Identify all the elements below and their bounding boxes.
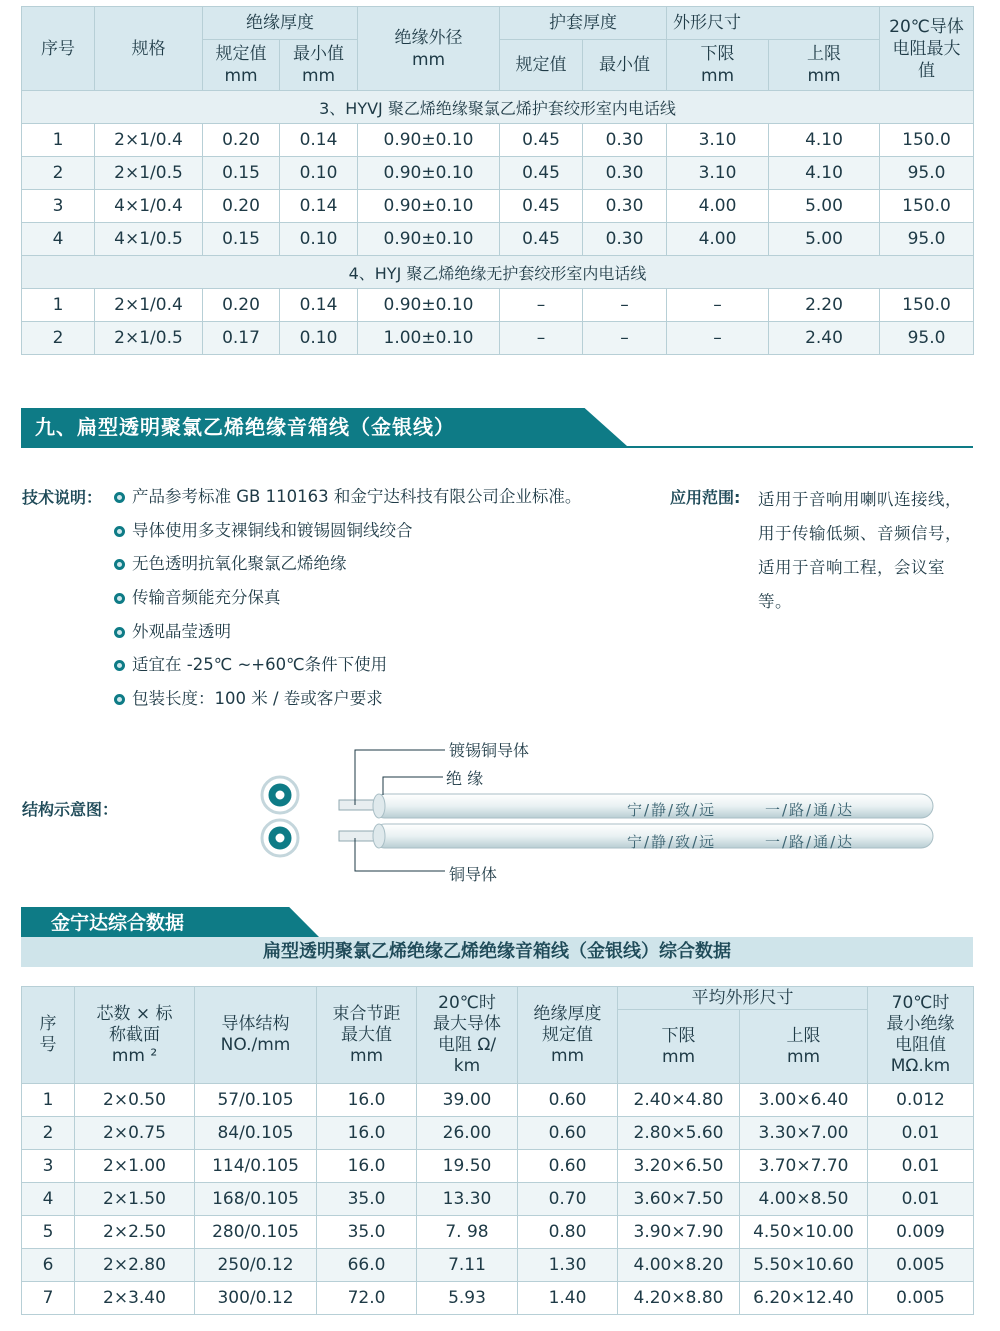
struct-label: 结构示意图： xyxy=(22,800,119,819)
bullet-icon xyxy=(114,660,125,671)
table-cell: 2×1/0.5 xyxy=(95,322,203,355)
header-upper: 上限 mm xyxy=(769,40,880,91)
table-cell: 0.009 xyxy=(868,1216,974,1249)
table-row xyxy=(22,190,974,223)
table-cell: 0.14 xyxy=(280,190,358,223)
t2-header-pitch: 束合节距 最大值 mm xyxy=(317,987,417,1084)
cable-structure-diagram xyxy=(255,735,975,890)
table-cell: 4.00 xyxy=(667,190,769,223)
table-cell: 0.17 xyxy=(203,322,280,355)
table-cell: 2 xyxy=(22,322,95,355)
table-cell: 84/0.105 xyxy=(195,1117,317,1150)
table-cell: 6 xyxy=(22,1249,75,1282)
table-cell: 2.80×5.60 xyxy=(618,1117,740,1150)
table-cell: 57/0.105 xyxy=(195,1084,317,1117)
header-spec: 规格 xyxy=(95,7,203,91)
bullet-icon xyxy=(114,492,125,503)
bullet-icon xyxy=(114,694,125,705)
table-cell: 2×0.75 xyxy=(75,1117,195,1150)
table-cell: 0.60 xyxy=(518,1117,618,1150)
table-cell: 2×1/0.5 xyxy=(95,157,203,190)
table-cell: 0.005 xyxy=(868,1282,974,1315)
table-cell: 0.60 xyxy=(518,1084,618,1117)
table-row xyxy=(22,157,974,190)
table-cell: 7.11 xyxy=(417,1249,518,1282)
table-cell: 2×1/0.4 xyxy=(95,124,203,157)
table-cell: 0.80 xyxy=(518,1216,618,1249)
table-cell: 4.00×8.20 xyxy=(618,1249,740,1282)
table-cell: 0.45 xyxy=(500,124,583,157)
table-cell: 300/0.12 xyxy=(195,1282,317,1315)
table-cell: 2×2.50 xyxy=(75,1216,195,1249)
table-cell: 2×2.80 xyxy=(75,1249,195,1282)
table-cell: 3 xyxy=(22,190,95,223)
table-cell: 4×1/0.4 xyxy=(95,190,203,223)
table-cell: 4 xyxy=(22,1183,75,1216)
header-sheath-nominal: 规定值 xyxy=(500,40,583,91)
tech-item: 传输音频能充分保真 xyxy=(114,586,581,620)
header-seq: 序号 xyxy=(22,7,95,91)
header-insul-thick: 绝缘厚度 xyxy=(203,7,358,40)
t2-header-ins-res: 70℃时 最小绝缘 电阻值 MΩ.km xyxy=(868,987,974,1084)
table-cell: 7 xyxy=(22,1282,75,1315)
tech-item: 导体使用多支裸铜线和镀锡圆铜线绞合 xyxy=(114,519,581,553)
table-cell: 0.90±0.10 xyxy=(358,157,500,190)
table-cell: 0.20 xyxy=(203,190,280,223)
table2-caption: 扁型透明聚氯乙烯绝缘乙烯绝缘音箱线（金银线）综合数据 xyxy=(21,937,973,967)
t2-header-insul: 绝缘厚度 规定值 mm xyxy=(518,987,618,1084)
table-cell: 0.70 xyxy=(518,1183,618,1216)
table-cell: – xyxy=(667,289,769,322)
table-cell: 3.70×7.70 xyxy=(740,1150,868,1183)
table-cell: 0.20 xyxy=(203,124,280,157)
tech-label: 技术说明： xyxy=(22,488,103,507)
table-cell: 7. 98 xyxy=(417,1216,518,1249)
cross-section-icon xyxy=(262,777,298,856)
table-cell: 0.90±0.10 xyxy=(358,124,500,157)
table-cell: 150.0 xyxy=(880,190,974,223)
table-cell: 0.15 xyxy=(203,157,280,190)
tech-item: 外观晶莹透明 xyxy=(114,620,581,654)
speaker-cable-table xyxy=(21,986,974,1315)
table-cell: 16.0 xyxy=(317,1084,417,1117)
t2-header-upper: 上限 mm xyxy=(740,1010,868,1084)
table-cell: 4.10 xyxy=(769,124,880,157)
table-cell: 1.00±0.10 xyxy=(358,322,500,355)
table-cell: 35.0 xyxy=(317,1216,417,1249)
table-cell: 2×0.50 xyxy=(75,1084,195,1117)
table-cell: 26.00 xyxy=(417,1117,518,1150)
header-insul-min: 最小值 mm xyxy=(280,40,358,91)
header-sheath-thick: 护套厚度 xyxy=(500,7,667,40)
table-cell: 16.0 xyxy=(317,1117,417,1150)
table-cell: 0.10 xyxy=(280,223,358,256)
header-insul-od: 绝缘外径 mm xyxy=(358,7,500,91)
table-row xyxy=(22,289,974,322)
table-cell: 4×1/0.5 xyxy=(95,223,203,256)
table-cell: 4.10 xyxy=(769,157,880,190)
t2-header-cores: 芯数 × 标 称截面 mm ² xyxy=(75,987,195,1084)
table-cell: 5 xyxy=(22,1216,75,1249)
table-row xyxy=(22,1084,974,1117)
header-outer-dim: 外形尺寸 xyxy=(667,7,880,40)
table-cell: 2×1/0.4 xyxy=(95,289,203,322)
table-row xyxy=(22,1216,974,1249)
table-cell: 72.0 xyxy=(317,1282,417,1315)
table-cell: 2×1.50 xyxy=(75,1183,195,1216)
header-insul-nominal: 规定值 mm xyxy=(203,40,280,91)
app-text: 适用于音响用喇叭连接线，用于传输低频、音频信号，适用于音响工程，会议室等。 xyxy=(758,490,962,611)
table-cell: 168/0.105 xyxy=(195,1183,317,1216)
table-cell: 0.30 xyxy=(583,124,667,157)
table-cell: 95.0 xyxy=(880,157,974,190)
section-9-title: 九、扁型透明聚氯乙烯绝缘音箱线（金银线） xyxy=(35,415,455,439)
t2-header-structure: 导体结构 NO./mm xyxy=(195,987,317,1084)
table-cell: 2 xyxy=(22,157,95,190)
section-3-title: 3、HYVJ 聚乙烯绝缘聚氯乙烯护套绞形室内电话线 xyxy=(22,91,974,124)
table-cell: 1 xyxy=(22,289,95,322)
table-cell: 0.30 xyxy=(583,190,667,223)
tech-item: 产品参考标准 GB 110163 和金宁达科技有限公司企业标准。 xyxy=(114,485,581,519)
table-cell: 0.005 xyxy=(868,1249,974,1282)
tech-item: 包装长度：100 米 / 卷或客户要求 xyxy=(114,687,581,721)
table-row xyxy=(22,1249,974,1282)
table-cell: 0.60 xyxy=(518,1150,618,1183)
table-cell: 0.10 xyxy=(280,322,358,355)
table-cell: 1.40 xyxy=(518,1282,618,1315)
table-cell: – xyxy=(667,322,769,355)
table-cell: 2×1.00 xyxy=(75,1150,195,1183)
app-label: 应用范围: xyxy=(670,488,741,507)
table-cell: 5.00 xyxy=(769,190,880,223)
table-cell: 4.00×8.50 xyxy=(740,1183,868,1216)
table-cell: 1.30 xyxy=(518,1249,618,1282)
table-cell: 3.30×7.00 xyxy=(740,1117,868,1150)
callout-copper-conductor: 铜导体 xyxy=(449,865,498,884)
table-cell: 2 xyxy=(22,1117,75,1150)
telephone-cable-table xyxy=(21,6,974,355)
table-cell: 5.93 xyxy=(417,1282,518,1315)
tech-item: 无色透明抗氧化聚氯乙烯绝缘 xyxy=(114,552,581,586)
table-cell: 0.15 xyxy=(203,223,280,256)
table-cell: 4.00 xyxy=(667,223,769,256)
table-cell: 2.40 xyxy=(769,322,880,355)
cable-print-1b: 一/路/通/达 xyxy=(765,801,855,819)
table-cell: – xyxy=(500,289,583,322)
t2-header-lower: 下限 mm xyxy=(618,1010,740,1084)
table-cell: 3.90×7.90 xyxy=(618,1216,740,1249)
table-cell: 1 xyxy=(22,1084,75,1117)
table-cell: 5.00 xyxy=(769,223,880,256)
data-banner-title: 金宁达综合数据 xyxy=(51,912,185,934)
table-cell: 19.50 xyxy=(417,1150,518,1183)
section-4-title: 4、HYJ 聚乙烯绝缘无护套绞形室内电话线 xyxy=(22,256,974,289)
table-cell: 0.10 xyxy=(280,157,358,190)
table-cell: 5.50×10.60 xyxy=(740,1249,868,1282)
tech-list xyxy=(114,485,581,721)
header-resistance: 20℃导体 电阻最大 值 xyxy=(880,7,974,91)
table-cell: 3.10 xyxy=(667,124,769,157)
table-cell: 0.45 xyxy=(500,223,583,256)
cable-print-2b: 一/路/通/达 xyxy=(765,833,855,851)
table-cell: 95.0 xyxy=(880,223,974,256)
tech-item: 适宜在 -25℃ ~+60℃条件下使用 xyxy=(114,653,581,687)
bullet-icon xyxy=(114,559,125,570)
table-cell: 250/0.12 xyxy=(195,1249,317,1282)
table-cell: 0.01 xyxy=(868,1117,974,1150)
table-cell: 39.00 xyxy=(417,1084,518,1117)
table-row xyxy=(22,322,974,355)
table-cell: – xyxy=(583,322,667,355)
t2-header-avg-dim: 平均外形尺寸 xyxy=(618,987,868,1010)
t2-header-seq: 序 号 xyxy=(22,987,75,1084)
table-row xyxy=(22,124,974,157)
table-cell: 0.14 xyxy=(280,124,358,157)
table-cell: 13.30 xyxy=(417,1183,518,1216)
table-cell: 66.0 xyxy=(317,1249,417,1282)
bullet-icon xyxy=(114,526,125,537)
table-cell: 150.0 xyxy=(880,124,974,157)
table-cell: 0.012 xyxy=(868,1084,974,1117)
bullet-icon xyxy=(114,627,125,638)
table-cell: 0.30 xyxy=(583,223,667,256)
table-row xyxy=(22,1282,974,1315)
data-banner xyxy=(21,907,319,937)
table-row xyxy=(22,1183,974,1216)
table-cell: 6.20×12.40 xyxy=(740,1282,868,1315)
table-cell: 0.45 xyxy=(500,157,583,190)
table-cell: 280/0.105 xyxy=(195,1216,317,1249)
table-cell: 114/0.105 xyxy=(195,1150,317,1183)
cable-print-1a: 宁/静/致/远 xyxy=(627,801,717,819)
table-cell: 4.20×8.80 xyxy=(618,1282,740,1315)
table-cell: 35.0 xyxy=(317,1183,417,1216)
table-row xyxy=(22,1150,974,1183)
callout-insulation: 绝 缘 xyxy=(446,769,484,788)
header-sheath-min: 最小值 xyxy=(583,40,667,91)
table-cell: 2.40×4.80 xyxy=(618,1084,740,1117)
table-cell: 0.20 xyxy=(203,289,280,322)
table-cell: 0.90±0.10 xyxy=(358,190,500,223)
cable-print-2a: 宁/静/致/远 xyxy=(627,833,717,851)
table-cell: 4 xyxy=(22,223,95,256)
table-cell: 0.30 xyxy=(583,157,667,190)
banner-divider xyxy=(21,446,973,448)
table-cell: 0.90±0.10 xyxy=(358,223,500,256)
table-cell: 1 xyxy=(22,124,95,157)
table-cell: 16.0 xyxy=(317,1150,417,1183)
table-cell: 0.90±0.10 xyxy=(358,289,500,322)
table-cell: 4.50×10.00 xyxy=(740,1216,868,1249)
table-row xyxy=(22,223,974,256)
table-cell: 0.01 xyxy=(868,1150,974,1183)
table-cell: 2×3.40 xyxy=(75,1282,195,1315)
table-row xyxy=(22,1117,974,1150)
table-cell: 0.45 xyxy=(500,190,583,223)
table-cell: 95.0 xyxy=(880,322,974,355)
table-cell: 3.10 xyxy=(667,157,769,190)
table-cell: 3 xyxy=(22,1150,75,1183)
header-lower: 下限 mm xyxy=(667,40,769,91)
section-9-banner xyxy=(21,408,627,446)
table-cell: 3.20×6.50 xyxy=(618,1150,740,1183)
table-cell: 3.60×7.50 xyxy=(618,1183,740,1216)
table-cell: 2.20 xyxy=(769,289,880,322)
table-cell: 0.14 xyxy=(280,289,358,322)
table-cell: 3.00×6.40 xyxy=(740,1084,868,1117)
table-cell: – xyxy=(500,322,583,355)
table-cell: 0.01 xyxy=(868,1183,974,1216)
table-cell: 150.0 xyxy=(880,289,974,322)
callout-tinned-conductor: 镀锡铜导体 xyxy=(449,741,530,760)
bullet-icon xyxy=(114,593,125,604)
table-cell: – xyxy=(583,289,667,322)
t2-header-resistance: 20℃时 最大导体 电阻 Ω/ km xyxy=(417,987,518,1084)
